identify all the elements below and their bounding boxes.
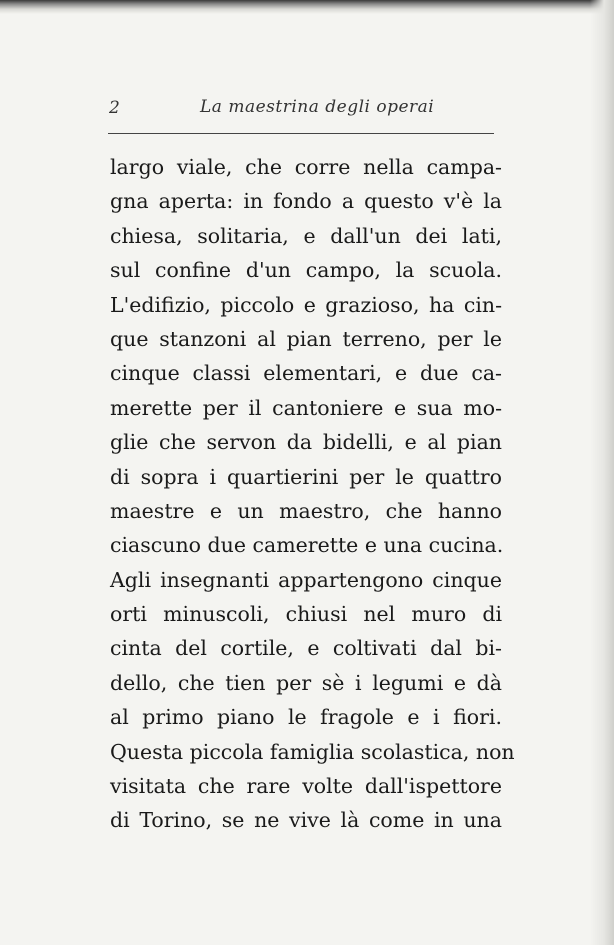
running-title: La maestrina degli operai — [200, 97, 435, 117]
text-line: gna aperta: in fondo a questo v'è la — [110, 189, 502, 214]
page-number: 2 — [109, 98, 120, 118]
text-line: dello, che tien per sè i legumi e dà — [110, 670, 502, 695]
text-line: cinque classi elementari, e due ca- — [110, 361, 502, 386]
text-line: di Torino, se ne vive là come in una — [110, 808, 502, 833]
body-text — [110, 150, 515, 838]
text-line: di sopra i quartierini per le quattro — [110, 464, 502, 489]
header-rule — [108, 133, 494, 134]
text-line: que stanzoni al pian terreno, per le — [110, 326, 502, 351]
text-line: al primo piano le fragole e i fiori. — [110, 705, 502, 730]
text-line: glie che servon da bidelli, e al pian — [110, 430, 502, 455]
text-line: Questa piccola famiglia scolastica, non — [110, 739, 515, 764]
page-top-edge-shadow — [0, 0, 614, 14]
text-line: L'edifizio, piccolo e grazioso, ha cin- — [110, 292, 502, 317]
text-line: sul confine d'un campo, la scuola. — [110, 258, 502, 283]
text-line: visitata che rare volte dall'ispettore — [110, 774, 502, 799]
text-line: largo viale, che corre nella campa- — [110, 155, 502, 179]
text-line: maestre e un maestro, che hanno — [110, 498, 502, 523]
text-line: Agli insegnanti appartengono cinque — [110, 567, 502, 592]
text-line: cinta del cortile, e coltivati dal bi- — [110, 636, 502, 661]
page-right-edge-shadow — [590, 0, 614, 945]
text-line: chiesa, solitaria, e dall'un dei lati, — [110, 223, 502, 248]
text-line: merette per il cantoniere e sua mo- — [110, 395, 502, 420]
text-line: ciascuno due camerette e una cucina. — [110, 533, 504, 558]
text-line: orti minuscoli, chiusi nel muro di — [110, 602, 502, 627]
